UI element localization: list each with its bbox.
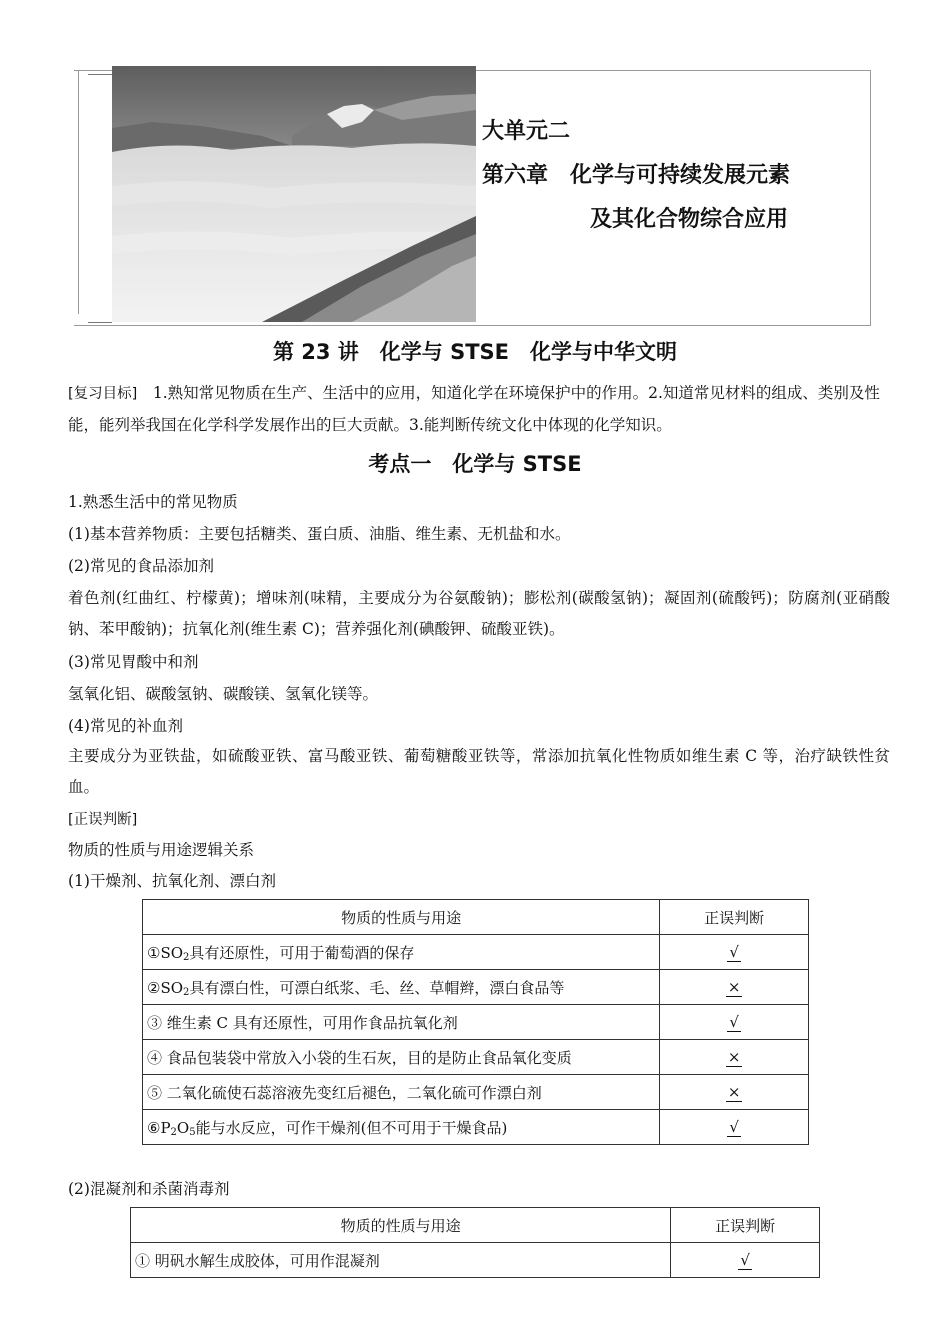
check-mark: √ — [729, 1012, 739, 1031]
body-text-nutrients: (1)基本营养物质：主要包括糖类、蛋白质、油脂、维生素、无机盐和水。 — [68, 525, 571, 543]
check-mark: √ — [729, 942, 739, 961]
body-text-iron: 主要成分为亚铁盐，如硫酸亚铁、富马酸亚铁、葡萄糖酸亚铁等，常添加抗氧化性物质如维生素 C 等，治疗缺铁性贫血。 — [68, 747, 890, 796]
judgement-tag: [正误判断] — [68, 812, 138, 828]
check-mark: √ — [729, 1117, 739, 1136]
table1-caption: (1)干燥剂、抗氧化剂、漂白剂 — [68, 872, 276, 890]
banner-chapter-title: 第六章 化学与可持续发展元素 — [482, 163, 791, 188]
table-cell-statement: $②SO_2$具有漂白性，可漂白纸浆、毛、丝、草帽辫，漂白食品等 — [143, 970, 660, 1005]
judgement-table-1 — [142, 899, 809, 1145]
lecture-title: 第 23 讲 化学与 STSE 化学与中华文明 — [272, 340, 678, 364]
banner-frame-tick-top — [88, 74, 112, 75]
body-heading-additives: (2)常见的食品添加剂 — [68, 557, 214, 575]
review-goals-text: 1.熟知常见物质在生产、生活中的应用，知道化学在环境保护中的作用。2.知道常见材料的组成、类别及性能，能列举我国在化学科学发展作出的巨大贡献。3.能判断传统文化中体现的化学知识。 — [68, 384, 880, 434]
table-cell-statement: $①SO_2$具有还原性，可用于葡萄酒的保存 — [143, 935, 660, 970]
banner-frame-left — [78, 70, 79, 314]
table-cell-mark — [660, 970, 809, 1005]
body-heading-iron: (4)常见的补血剂 — [68, 717, 183, 735]
table-cell-statement: ⑤ 二氧化硫使石蕊溶液先变红后褪色，二氧化硫可作漂白剂 — [143, 1075, 660, 1110]
table-header-judgement: 正误判断 — [660, 900, 809, 935]
table-row — [143, 1005, 809, 1040]
table-cell-statement: $⑥P_2O_5$能与水反应，可作干燥剂(但不可用于干燥食品) — [143, 1110, 660, 1145]
judgement-table-2 — [130, 1207, 820, 1278]
table-cell-mark — [660, 1075, 809, 1110]
table-row — [143, 1040, 809, 1075]
body-text-logic: 物质的性质与用途逻辑关系 — [68, 841, 255, 859]
check-mark: √ — [740, 1250, 750, 1269]
table-header-property: 物质的性质与用途 — [131, 1208, 671, 1243]
table-row — [143, 1075, 809, 1110]
banner-unit-title: 大单元二 — [482, 119, 571, 144]
table-cell-statement: ④ 食品包装袋中常放入小袋的生石灰，目的是防止食品氧化变质 — [143, 1040, 660, 1075]
cross-mark: × — [727, 1082, 741, 1101]
table2-caption: (2)混凝剂和杀菌消毒剂 — [68, 1180, 230, 1198]
body-text-additives: 着色剂(红曲红、柠檬黄)；增味剂(味精，主要成分为谷氨酸钠)；膨松剂(碳酸氢钠)；凝固剂(硫酸钙)；防腐剂(亚硝酸钠、苯甲酸钠)；抗氧化剂(维生素 C)；营养强化剂(碘酸钾、硫酸亚铁)。 — [68, 589, 890, 638]
review-goals-tag: [复习目标] — [68, 386, 138, 402]
section-title: 考点一 化学与 STSE — [368, 452, 582, 476]
table-header-judgement: 正误判断 — [671, 1208, 820, 1243]
banner-landscape-photo — [112, 66, 476, 322]
banner-chapter-subtitle: 及其化合物综合应用 — [590, 207, 789, 232]
table-cell-statement: ① 明矾水解生成胶体，可用作混凝剂 — [131, 1243, 671, 1278]
table-row — [143, 935, 809, 970]
table-row — [143, 970, 809, 1005]
table-row — [143, 1110, 809, 1145]
cross-mark: × — [727, 977, 741, 996]
table-cell-mark — [671, 1243, 820, 1278]
table-cell-mark — [660, 1040, 809, 1075]
review-goals — [68, 378, 890, 441]
table-cell-statement: ③ 维生素 C 具有还原性，可用作食品抗氧化剂 — [143, 1005, 660, 1040]
banner-frame-tick-bottom — [88, 322, 112, 323]
table-cell-mark — [660, 935, 809, 970]
body-heading-1: 1.熟悉生活中的常见物质 — [68, 493, 238, 511]
table-header-property: 物质的性质与用途 — [143, 900, 660, 935]
table-header-row — [131, 1208, 820, 1243]
table-cell-mark — [660, 1005, 809, 1040]
cross-mark: × — [727, 1047, 741, 1066]
body-text-antacids: 氢氧化铝、碳酸氢钠、碳酸镁、氢氧化镁等。 — [68, 685, 379, 703]
table-header-row — [143, 900, 809, 935]
body-heading-antacids: (3)常见胃酸中和剂 — [68, 653, 199, 671]
table-cell-mark — [660, 1110, 809, 1145]
chapter-banner — [74, 66, 872, 324]
table-row — [131, 1243, 820, 1278]
